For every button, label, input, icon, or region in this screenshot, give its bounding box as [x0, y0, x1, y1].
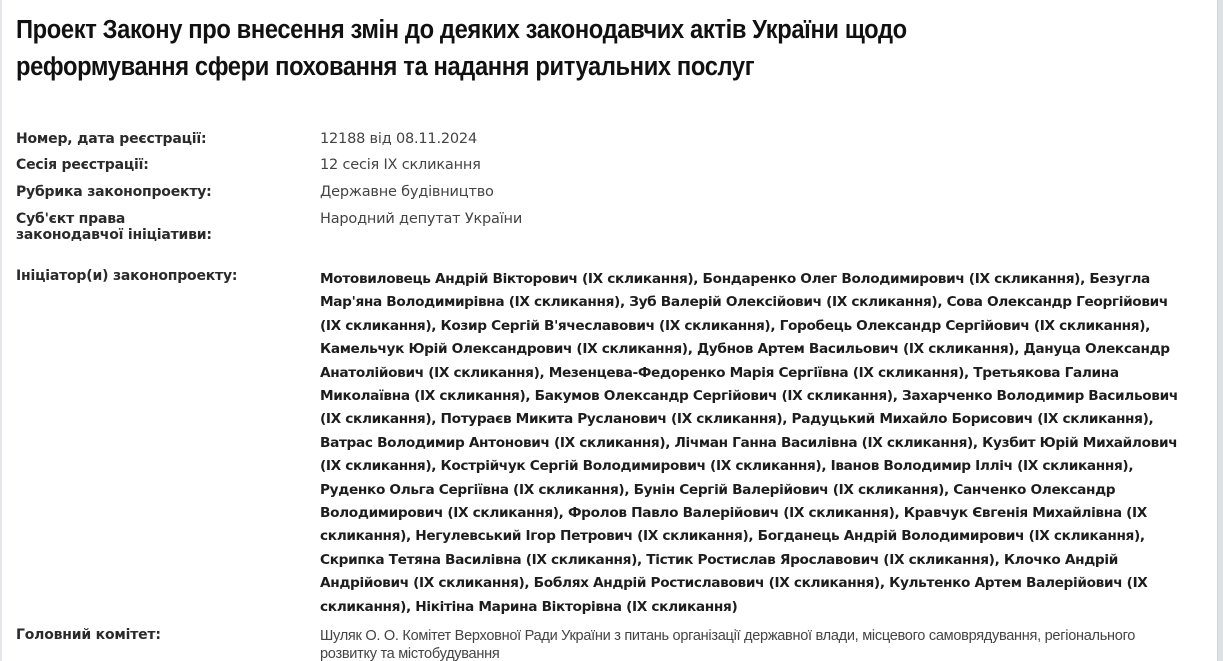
subject-value: Народний депутат України — [320, 211, 523, 227]
rubric-label: Рубрика законопроекту: — [16, 184, 212, 200]
field-subject — [16, 210, 1206, 263]
committee-value: Шуляк О. О. Комітет Верховної Ради України з питань організації державної влади, місцевого самоврядування, регіонального розвитку та містобудування — [320, 627, 1136, 661]
field-initiators — [16, 263, 1206, 619]
field-committee — [16, 627, 1206, 661]
field-rubric — [16, 180, 1206, 210]
initiators-list: Мотовиловець Андрій Вікторович (IX скликання), Бондаренко Олег Володимирович (IX скликання), Безугла Мар'яна Володимирівна (IX скликання), Зуб Валерій Олексійович (IX скликання), Сова Олександр Георгійович (IX скликання), Козир Сергій В'ячеславович (IX скликання), Горобець Олександр Сергійович (IX скликання), Камельчук Юрій Олександрович (IX скликання), Дубнов Артем Васильович (IX скликання), Дануца Олександр Анатолійович (IX скликання), Мезенцева-Федоренко Марія Сергіївна (IX скликання), Третьякова Галина Миколаївна (IX скликання), Бакумов Олександр Сергійович (IX скликання), Захарченко Володимир Васильович (IX скликання), Потураєв Микита Русланович (IX скликання), Радуцький Михайло Борисович (IX скликання), Ватрас Володимир Антонович (IX скликання), Лічман Ганна Василівна (IX скликання), Кузбит Юрій Михайлович (IX скликання), Кострійчук Сергій Володимирович (IX скликання), Іванов Володимир Ілліч (IX скликання), Руденко Ольга Сергіївна (IX скликання), Бунін Сергій Валерійович (IX скликання), Санченко Олександр Володимирович (IX скликання), Фролов Павло Валерійович (IX скликання), Кравчук Євгенія Михайлівна (IX скликання), Негулевський Ігор Петрович (IX скликання), Богданець Андрій Володимирович (IX скликання), Скрипка Тетяна Василівна (IX скликання), Тістик Ростислав Ярославович (IX скликання), Клочко Андрій Андрійович (IX скликання), Боблях Андрій Ростиславович (IX скликання), Культенко Артем Валерійович (IX скликання), Нікітіна Марина Вікторівна (IX скликання) — [320, 271, 1178, 615]
registration-value: 12188 від 08.11.2024 — [320, 131, 477, 147]
subject-label: Суб'єкт права законодавчої ініціативи: — [16, 211, 212, 243]
field-registration — [16, 128, 1206, 155]
session-value: 12 сесія IX скликання — [320, 157, 481, 173]
bill-card — [16, 12, 1206, 661]
page-title: Проект Закону про внесення змін до деяких законодавчих актів України щодо реформування сфери поховання та надання ритуальних послуг — [16, 16, 907, 81]
session-label: Сесія реєстрації: — [16, 157, 149, 173]
committee-label: Головний комітет: — [16, 627, 161, 644]
vertical-scrollbar[interactable] — [1217, 0, 1223, 661]
field-session — [16, 155, 1206, 180]
registration-label: Номер, дата реєстрації: — [16, 131, 207, 147]
initiators-label: Ініціатор(и) законопроекту: — [16, 268, 238, 284]
bill-info-table — [16, 128, 1206, 661]
left-border — [0, 0, 2, 661]
rubric-value: Державне будівництво — [320, 184, 494, 200]
